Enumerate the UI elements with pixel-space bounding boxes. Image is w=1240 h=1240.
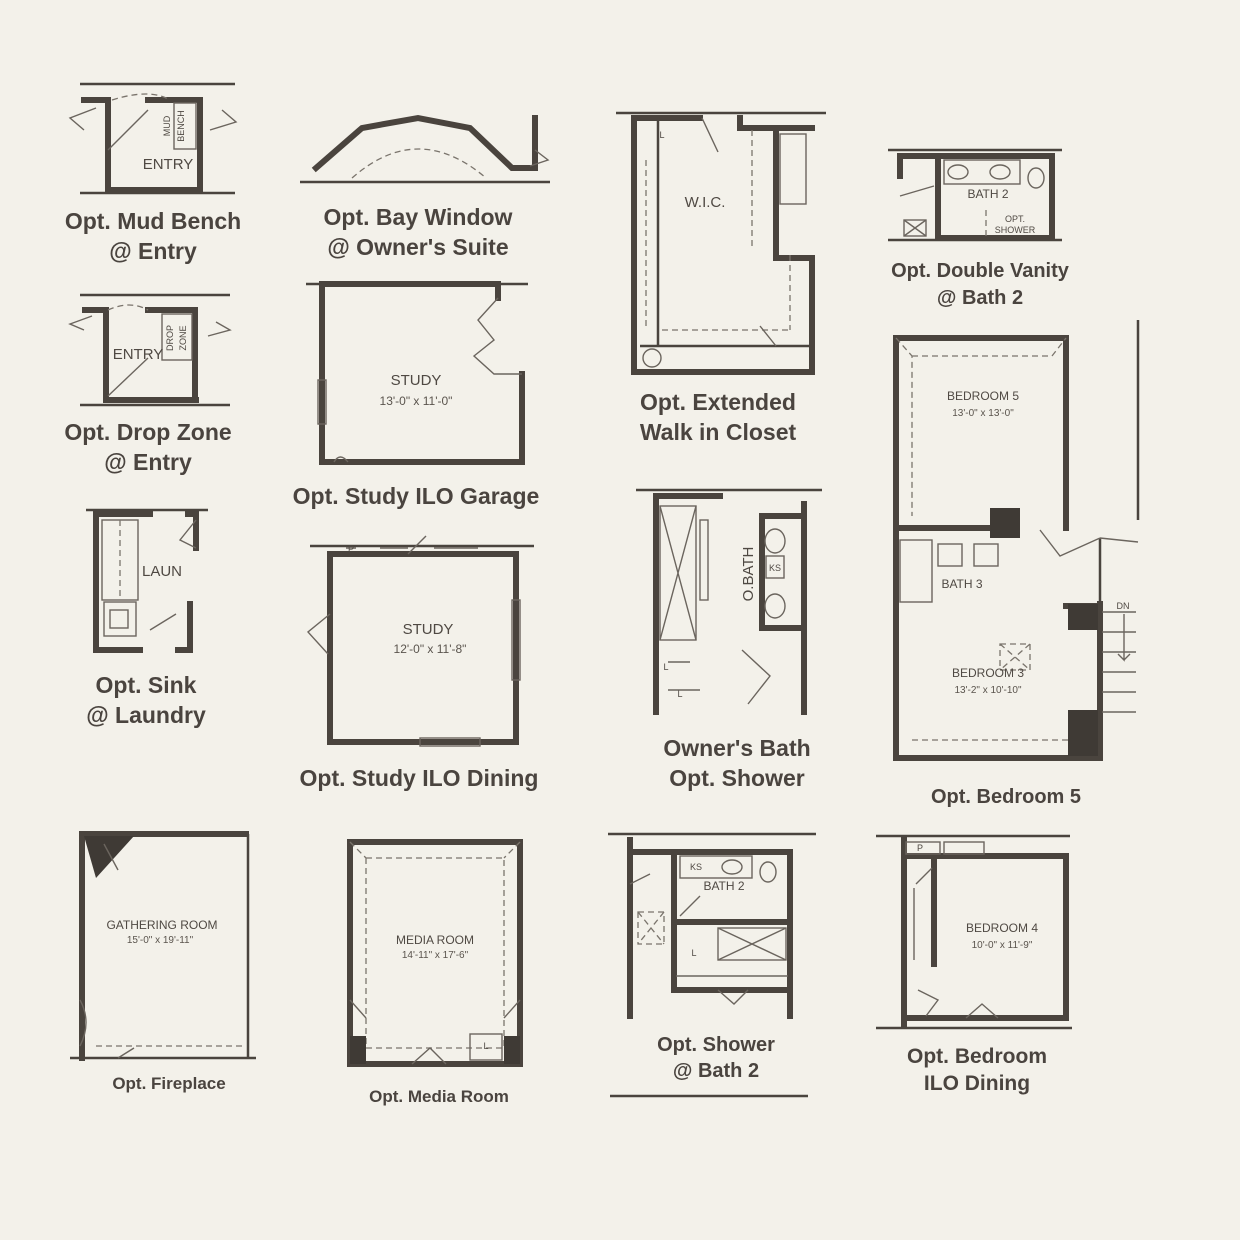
- caption-line: Opt. Mud Bench: [64, 208, 242, 234]
- plan-study-garage: [306, 284, 528, 462]
- caption-bedroom5: [931, 782, 1081, 812]
- caption-line: Opt. Study ILO Dining: [299, 765, 539, 791]
- caption-line: Opt. Sink: [95, 672, 197, 698]
- plan-double-vanity: [888, 150, 1062, 240]
- bedroom5-label: BEDROOM 5: [946, 389, 1020, 403]
- caption-line: Opt. Fireplace: [112, 1074, 226, 1093]
- caption-line: Opt. Media Room: [369, 1087, 509, 1106]
- p-label: P: [347, 544, 355, 554]
- plan-fireplace: [70, 834, 256, 1058]
- obath-label: O.BATH: [740, 546, 757, 602]
- drop-label: DROP: [165, 324, 175, 352]
- caption-shower-bath2: [657, 1032, 775, 1084]
- bedroom3-label: BEDROOM 3: [951, 666, 1025, 680]
- caption-double-vanity: [891, 258, 1069, 312]
- plan-bay-window: [300, 118, 550, 182]
- caption-line: Opt. Bedroom: [907, 1045, 1047, 1068]
- media-label: MEDIA ROOM: [395, 933, 475, 947]
- plan-bedroom5: [896, 320, 1138, 758]
- caption-study-garage: [293, 481, 540, 511]
- caption-mud-bench: [65, 206, 241, 266]
- caption-line: Opt. Study ILO Garage: [292, 483, 540, 509]
- plan-sink-laundry: [86, 510, 208, 650]
- bath3-label: BATH 3: [941, 577, 983, 591]
- study-label: STUDY: [390, 372, 442, 389]
- study2-label: STUDY: [402, 621, 454, 638]
- bedroom4-label: BEDROOM 4: [965, 921, 1039, 935]
- plan-media-room: [350, 842, 520, 1064]
- media-l-label: L: [483, 1041, 489, 1051]
- caption-line: Walk in Closet: [639, 419, 797, 445]
- caption-line: Opt. Drop Zone: [64, 419, 232, 445]
- caption-line: Opt. Double Vanity: [891, 260, 1069, 282]
- caption-extended-wic: [640, 387, 796, 447]
- gathering-dims: 15'-0" x 19'-11": [126, 935, 194, 946]
- caption-line: Opt. Bay Window: [323, 204, 513, 230]
- caption-line: Owner's Bath: [663, 735, 811, 761]
- zone-label: ZONE: [178, 325, 188, 351]
- mud-label: MUD: [162, 115, 172, 137]
- caption-line: Opt. Extended: [640, 389, 796, 415]
- bedroom3-dims: 13'-2" x 10'-10": [954, 685, 1022, 696]
- caption-line: @ Laundry: [86, 702, 206, 728]
- ks2-label: KS: [689, 862, 703, 872]
- l2-label: L: [677, 689, 683, 699]
- l-mark: L: [659, 130, 665, 140]
- caption-line: @ Bath 2: [936, 287, 1024, 309]
- caption-line: ILO Dining: [923, 1072, 1031, 1095]
- media-dims: 14'-11" x 17'-6": [401, 950, 469, 961]
- bath2-shower-label: BATH 2: [703, 879, 745, 893]
- study2-dims: 12'-0" x 11'-8": [393, 642, 467, 656]
- l3-label: L: [691, 948, 697, 958]
- caption-bedroom-dining: [907, 1043, 1047, 1097]
- caption-drop-zone: [64, 417, 231, 477]
- opt-label: OPT.: [1004, 214, 1026, 224]
- bath2-label: BATH 2: [967, 187, 1009, 201]
- bedroom4-dims: 10'-0" x 11'-9": [971, 940, 1033, 951]
- plan-study-dining: [308, 536, 534, 746]
- entry-label: ENTRY: [142, 156, 194, 173]
- entry-label-2: ENTRY: [112, 346, 164, 363]
- bedroom5-dims: 13'-0" x 13'-0": [952, 408, 1014, 419]
- caption-fireplace: [112, 1073, 225, 1095]
- caption-line: @ Bath 2: [672, 1060, 760, 1082]
- plan-mud-bench: [70, 84, 236, 193]
- caption-bay-window: [324, 202, 513, 262]
- caption-study-dining: [300, 763, 539, 793]
- caption-owners-bath: [663, 733, 810, 793]
- plan-drop-zone: [70, 295, 230, 405]
- plan-owners-bath: [636, 490, 822, 712]
- l1-label: L: [663, 662, 669, 672]
- dn-label: DN: [1116, 601, 1130, 611]
- laun-label: LAUN: [141, 563, 183, 580]
- wic-label: W.I.C.: [684, 194, 726, 211]
- p2-label: P: [916, 843, 924, 853]
- bench-label: BENCH: [176, 110, 186, 142]
- study-dims: 13'-0" x 11'-0": [379, 394, 453, 408]
- caption-line: @ Entry: [109, 238, 197, 264]
- plan-bedroom-dining: [876, 836, 1072, 1028]
- ks-label: KS: [768, 563, 782, 573]
- caption-media-room: [369, 1086, 509, 1108]
- shower-label: SHOWER: [994, 225, 1036, 235]
- gathering-label: GATHERING ROOM: [106, 918, 218, 932]
- caption-sink-laundry: [86, 670, 206, 730]
- caption-line: Opt. Shower: [669, 765, 805, 791]
- caption-line: @ Entry: [104, 449, 192, 475]
- plan-extended-wic: [616, 113, 826, 372]
- caption-line: @ Owner's Suite: [327, 234, 509, 260]
- caption-line: Opt. Bedroom 5: [930, 786, 1082, 808]
- caption-line: Opt. Shower: [657, 1034, 775, 1056]
